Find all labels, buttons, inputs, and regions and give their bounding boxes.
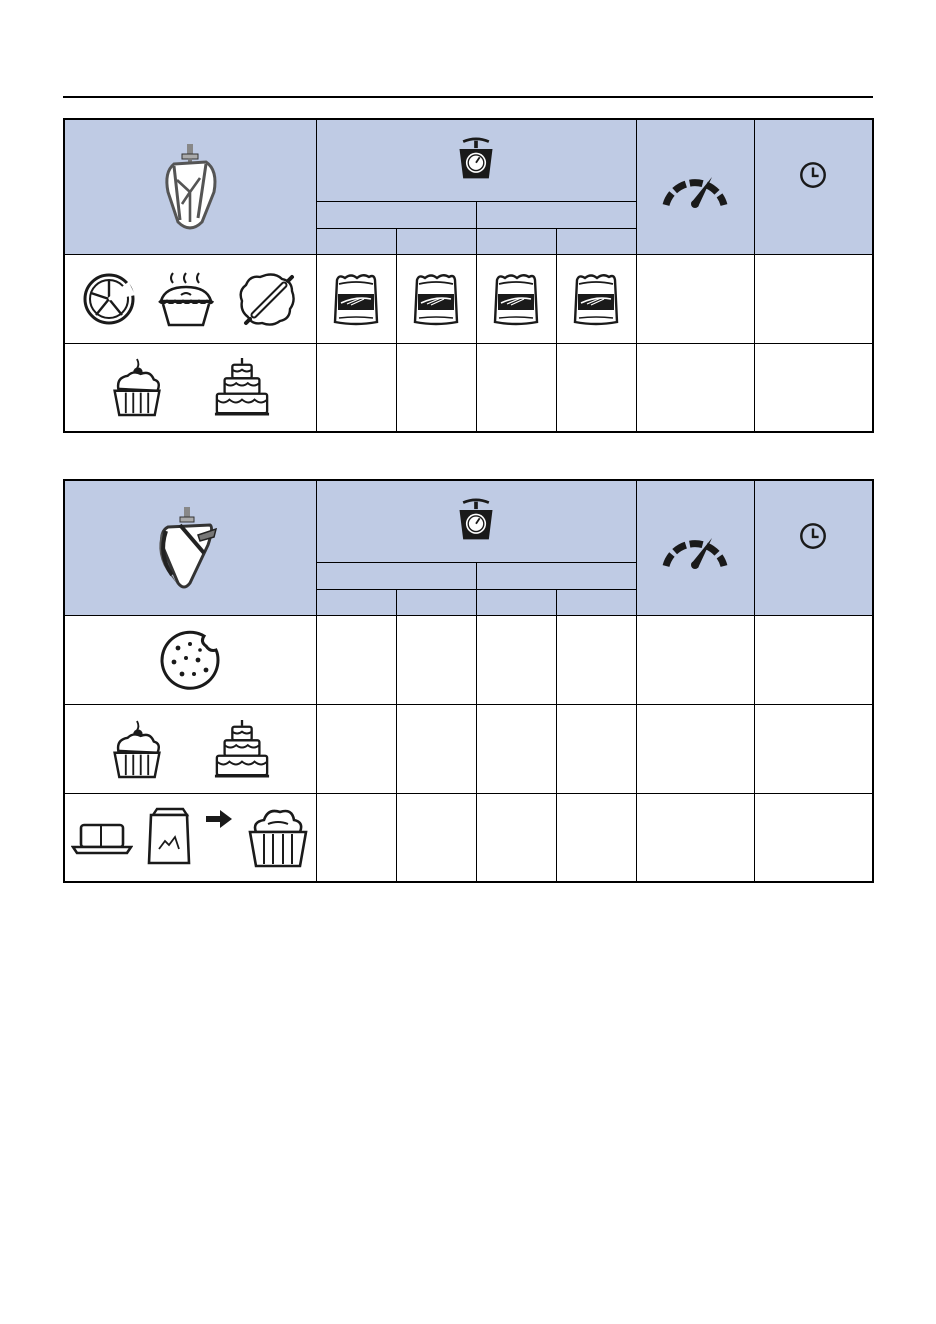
frosted-cupcake-icon <box>246 804 310 870</box>
cookie-icon <box>65 630 316 690</box>
layer-cake-icon <box>213 356 271 418</box>
recipe-icons-cell <box>64 704 316 793</box>
weight-col-4 <box>556 589 636 615</box>
flex-edge-beater-icon <box>65 505 316 591</box>
table-row <box>64 615 873 704</box>
attachment-cell <box>64 119 316 254</box>
recipe-icons-cell <box>64 615 316 704</box>
table-row <box>64 793 873 882</box>
weight-col-1 <box>316 228 396 254</box>
cupcake-icon <box>109 718 165 780</box>
time-cell <box>754 615 873 704</box>
recipe-icons-cell <box>64 343 316 432</box>
speed-cell <box>636 793 754 882</box>
time-cell <box>754 343 873 432</box>
weight-col-3 <box>476 228 556 254</box>
layer-cake-icon <box>213 718 271 780</box>
value-cell <box>316 793 396 882</box>
weight-col-2 <box>396 228 476 254</box>
value-cell <box>556 704 636 793</box>
value-cell <box>396 793 476 882</box>
arrow-right-icon <box>204 808 234 830</box>
time-header <box>754 119 873 254</box>
weight-col-4 <box>556 228 636 254</box>
value-cell <box>556 793 636 882</box>
flat-beater-table <box>63 118 874 433</box>
recipe-icons-cell <box>64 254 316 343</box>
clock-icon <box>755 521 873 551</box>
kitchen-scale-icon <box>317 136 636 184</box>
time-cell <box>754 793 873 882</box>
value-cell <box>316 343 396 432</box>
flex-edge-beater-table <box>63 479 874 883</box>
table-row <box>64 704 873 793</box>
weight-col-1 <box>316 589 396 615</box>
value-cell <box>476 615 556 704</box>
value-cell <box>396 704 476 793</box>
speed-cell <box>636 254 754 343</box>
value-cell <box>556 343 636 432</box>
value-cell <box>396 615 476 704</box>
kitchen-scale-icon <box>317 497 636 545</box>
flour-cell-3 <box>476 254 556 343</box>
flour-cell-4 <box>556 254 636 343</box>
weight-subheader-b <box>476 562 636 589</box>
value-cell <box>476 704 556 793</box>
cupcake-icon <box>109 356 165 418</box>
attachment-cell <box>64 480 316 615</box>
value-cell <box>396 343 476 432</box>
weight-subheader-b <box>476 201 636 228</box>
speedometer-icon <box>637 163 754 211</box>
speed-cell <box>636 704 754 793</box>
table-row <box>64 343 873 432</box>
time-cell <box>754 254 873 343</box>
sugar-bag-icon <box>145 807 193 867</box>
weight-col-3 <box>476 589 556 615</box>
flour-cell-2 <box>396 254 476 343</box>
speed-header <box>636 480 754 615</box>
orange-slice-icon <box>82 272 136 326</box>
value-cell <box>556 615 636 704</box>
weight-subheader-a <box>316 201 476 228</box>
flour-bag-icon <box>317 272 396 326</box>
speed-cell <box>636 615 754 704</box>
clock-icon <box>755 160 873 190</box>
butter-dish-icon <box>71 817 133 857</box>
weight-header <box>316 480 636 562</box>
pie-icon <box>155 269 217 329</box>
weight-header <box>316 119 636 201</box>
flour-bag-icon <box>477 272 556 326</box>
flour-bag-icon <box>397 272 476 326</box>
time-header <box>754 480 873 615</box>
rolling-dough-icon <box>236 269 298 329</box>
value-cell <box>316 615 396 704</box>
value-cell <box>476 343 556 432</box>
speedometer-icon <box>637 524 754 572</box>
value-cell <box>476 793 556 882</box>
recipe-icons-cell <box>64 793 316 882</box>
top-rule <box>63 96 873 98</box>
time-cell <box>754 704 873 793</box>
weight-subheader-a <box>316 562 476 589</box>
weight-col-2 <box>396 589 476 615</box>
speed-cell <box>636 343 754 432</box>
flat-beater-icon <box>65 142 316 232</box>
flour-cell-1 <box>316 254 396 343</box>
table-row <box>64 254 873 343</box>
speed-header <box>636 119 754 254</box>
flour-bag-icon <box>557 272 636 326</box>
value-cell <box>316 704 396 793</box>
